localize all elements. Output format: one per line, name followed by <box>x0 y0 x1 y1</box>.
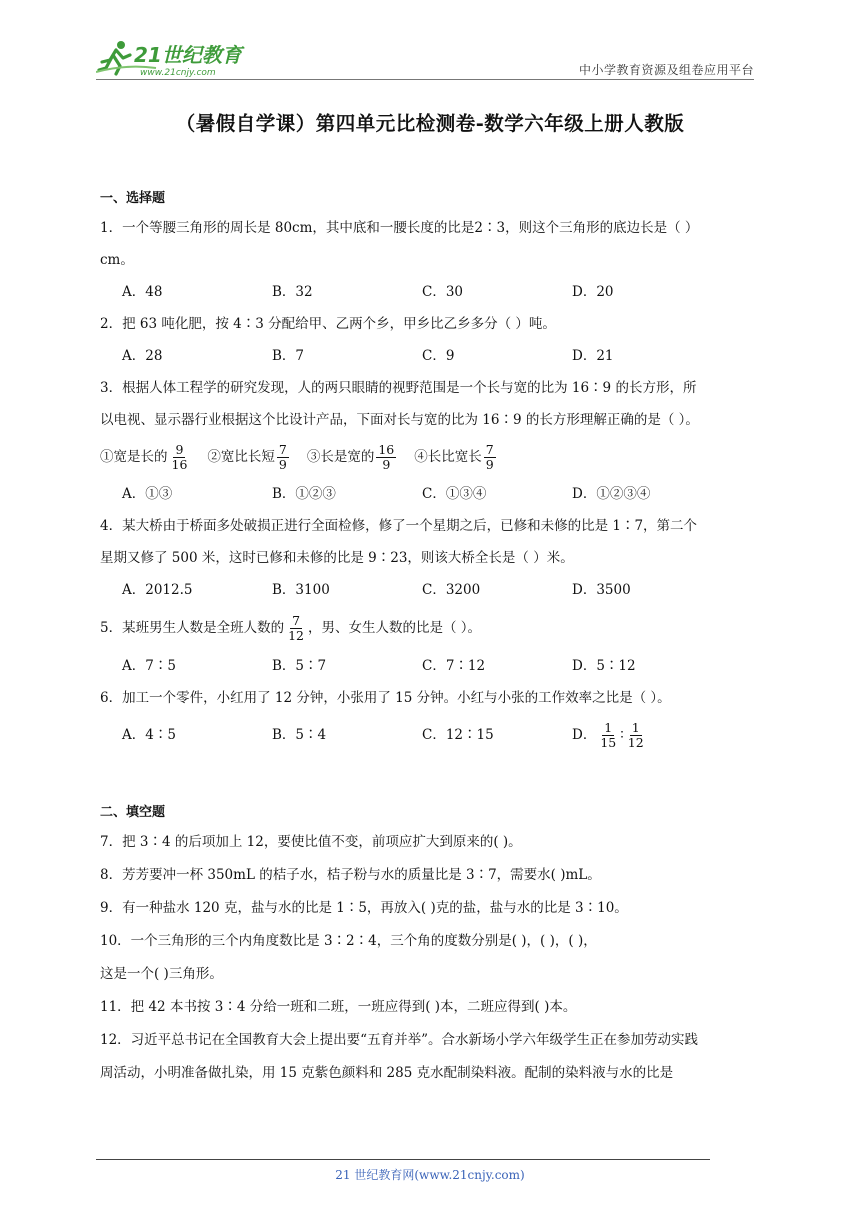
question-text: 1．一个等腰三角形的周长是 80cm，其中底和一腰长度的比是2∶3，则这个三角形的底边长是（ ） <box>100 220 699 236</box>
option-d[interactable]: D．①②③④ <box>572 486 651 502</box>
numerator: 16 <box>378 442 395 458</box>
denominator: 15 <box>600 734 617 750</box>
question-text: 5．某班男生人数是全班人数的 <box>100 620 285 636</box>
option-a[interactable]: A．7∶5 <box>122 658 176 674</box>
logo-text: 21世纪教育 <box>134 43 242 67</box>
option-a[interactable]: A．28 <box>122 348 163 364</box>
question-3 <box>100 372 760 510</box>
statement-2 <box>207 441 290 473</box>
statement-text: ②宽比长短 <box>207 449 275 465</box>
question-text: cm。 <box>100 252 134 268</box>
option-b[interactable]: B．①②③ <box>272 486 336 502</box>
logo-subtext: www.21cnjy.com <box>140 68 216 78</box>
question-text: ，男、女生人数的比是（ ）。 <box>308 620 482 636</box>
exam-content <box>100 186 760 1090</box>
option-d[interactable]: D．21 <box>572 348 614 364</box>
numerator: 7 <box>292 612 301 628</box>
question-6 <box>100 682 760 756</box>
question-12: 12．习近平总书记在全国教育大会上提出要“五育并举”。合水新场小学六年级学生正在参加劳动实践 <box>100 1032 698 1048</box>
fraction <box>286 614 306 643</box>
option-c[interactable]: C．30 <box>422 284 464 300</box>
question-1 <box>100 212 760 308</box>
fraction <box>598 721 618 750</box>
options-row <box>100 276 760 308</box>
question-10-cont: 这是一个( )三角形。 <box>100 966 223 982</box>
option-b[interactable]: B．3100 <box>272 582 330 598</box>
section-heading-fill: 二、填空题 <box>100 805 166 820</box>
denominator: 9 <box>485 457 494 472</box>
options-row <box>100 340 760 372</box>
statement-text: ①宽是长的 <box>100 449 168 465</box>
numerator: 9 <box>175 442 184 458</box>
question-12-cont: 周活动，小明准备做扎染，用 15 克紫色颜料和 285 克水配制染料液。配制的染料液与水的比是 <box>100 1065 674 1081</box>
question-10: 10．一个三角形的三个内角度数比是 3∶2∶4，三个角的度数分别是( )，( )，( )， <box>100 933 597 949</box>
option-d[interactable]: D．20 <box>572 284 614 300</box>
question-4 <box>100 510 760 606</box>
option-label: D． <box>572 727 597 743</box>
option-c[interactable]: C．9 <box>422 348 455 364</box>
statement-3 <box>307 441 398 473</box>
header-divider <box>96 79 754 80</box>
section-heading-choice: 一、选择题 <box>100 191 166 206</box>
question-text: 4．某大桥由于桥面多处破损正进行全面检修，修了一个星期之后，已修和未修的比是 1∶7，第二个 <box>100 518 698 534</box>
option-b[interactable]: B．7 <box>272 348 305 364</box>
statement-4 <box>414 441 497 473</box>
fraction <box>376 443 396 472</box>
page-title: （暑假自学课）第四单元比检测卷-数学六年级上册人教版 <box>175 112 685 135</box>
denominator: 12 <box>288 627 304 643</box>
question-text: 星期又修了 500 米，这时已修和未修的比是 9∶23，则该大桥全长是（ ）米。 <box>100 550 574 566</box>
option-c[interactable]: C．①③④ <box>422 486 487 502</box>
question-5 <box>100 606 760 682</box>
statement-text: ③长是宽的 <box>306 449 375 465</box>
option-a[interactable]: A．48 <box>122 284 163 300</box>
numerator: 7 <box>278 442 287 458</box>
option-b[interactable]: B．32 <box>272 284 313 300</box>
options-row <box>100 650 760 682</box>
option-d[interactable]: D．3500 <box>572 582 631 598</box>
site-logo <box>96 38 266 80</box>
option-b[interactable]: B．5∶4 <box>272 727 327 743</box>
question-11: 11．把 42 本书按 3∶4 分给一班和二班，一班应得到( )本，二班应得到( )本。 <box>100 999 577 1015</box>
numerator: 1 <box>604 719 613 735</box>
denominator: 9 <box>278 457 287 472</box>
question-text: 3．根据人体工程学的研究发现，人的两只眼睛的视野范围是一个长与宽的比为 16∶9 的长方形，所 <box>100 380 697 396</box>
ratio-colon: ∶ <box>620 727 624 743</box>
option-b[interactable]: B．5∶7 <box>272 658 327 674</box>
fraction <box>277 443 289 472</box>
denominator: 9 <box>382 457 391 472</box>
question-text: 6．加工一个零件，小红用了 12 分钟，小张用了 15 分钟。小红与小张的工作效率之比是（ ）。 <box>100 690 671 706</box>
statements-row <box>100 436 760 478</box>
options-row <box>100 714 760 756</box>
option-d[interactable]: D．5∶12 <box>572 658 636 674</box>
question-text: 2．把 63 吨化肥，按 4∶3 分配给甲、乙两个乡，甲乡比乙乡多分（ ）吨。 <box>100 316 556 332</box>
numerator: 7 <box>485 442 494 458</box>
option-c[interactable]: C．3200 <box>422 582 481 598</box>
question-text: 以电视、显示器行业根据这个比设计产品，下面对长与宽的比为 16∶9 的长方形理解正确的是（ ）。 <box>100 412 699 428</box>
option-d[interactable] <box>572 719 722 751</box>
fraction <box>484 443 496 472</box>
option-c[interactable]: C．7∶12 <box>422 658 486 674</box>
question-text-line <box>100 606 760 650</box>
option-a[interactable]: A．①③ <box>122 486 173 502</box>
denominator: 16 <box>171 457 188 472</box>
question-8: 8．芳芳要冲一杯 350mL 的桔子水，桔子粉与水的质量比是 3∶7，需要水( )mL。 <box>100 867 601 883</box>
option-c[interactable]: C．12∶15 <box>422 727 494 743</box>
fraction <box>170 443 190 472</box>
denominator: 12 <box>627 734 644 750</box>
footer-text[interactable]: 21 世纪教育网(www.21cnjy.com) <box>335 1168 525 1182</box>
statement-1 <box>100 441 191 473</box>
options-row <box>100 574 760 606</box>
footer-divider <box>96 1159 710 1160</box>
statement-text: ④长比宽长 <box>414 449 482 465</box>
question-7: 7．把 3∶4 的后项加上 12，要使比值不变，前项应扩大到原来的( )。 <box>100 834 522 850</box>
question-2 <box>100 308 760 372</box>
option-a[interactable]: A．4∶5 <box>122 727 176 743</box>
question-9: 9．有一种盐水 120 克，盐与水的比是 1∶5，再放入( )克的盐，盐与水的比是 3∶10。 <box>100 900 628 916</box>
options-row <box>100 478 760 510</box>
fraction <box>626 721 646 750</box>
header-platform-text: 中小学教育资源及组卷应用平台 <box>578 63 754 77</box>
numerator: 1 <box>631 719 640 735</box>
option-a[interactable]: A．2012.5 <box>122 582 193 598</box>
